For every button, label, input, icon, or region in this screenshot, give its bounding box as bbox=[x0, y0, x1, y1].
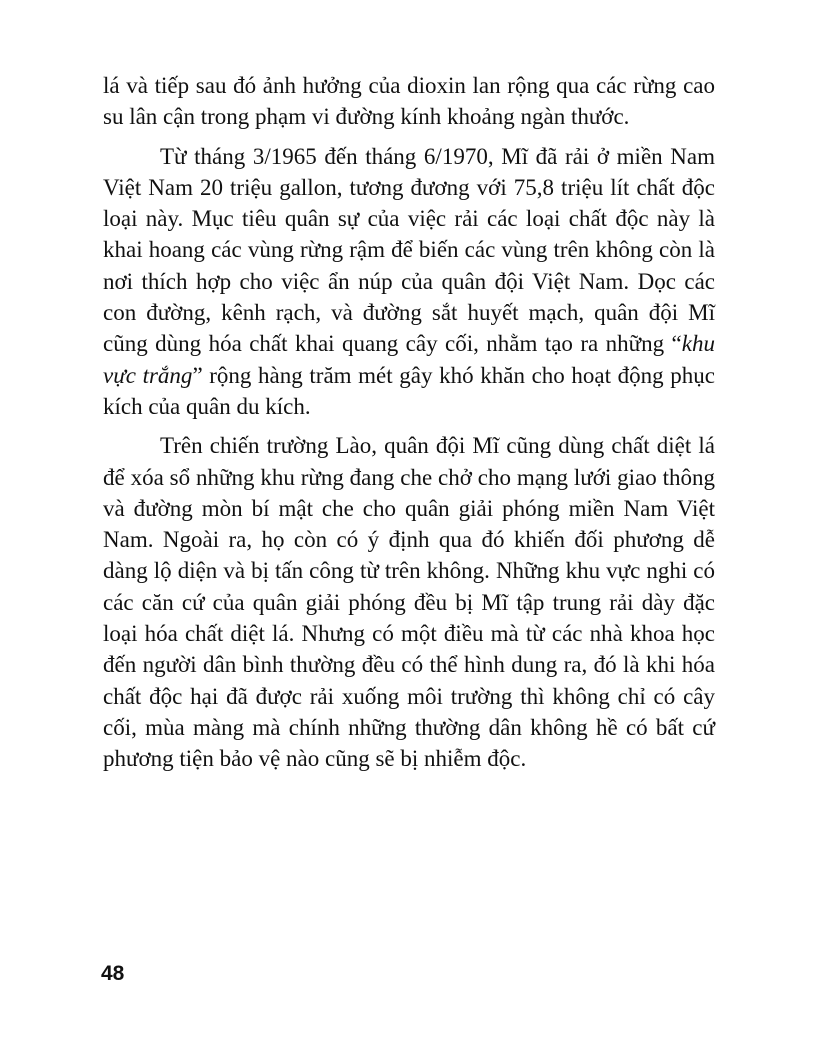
paragraph-1 bbox=[103, 70, 715, 133]
paragraph-2-italic-term: khu vực trắng bbox=[103, 331, 715, 388]
paragraph-2-text: Từ tháng 3/1965 đến tháng 6/1970, Mĩ đã rải ở miền Nam Việt Nam 20 triệu gallon, tương đương với 75,8 triệu lít chất độc loại này. Mục tiêu quân sự của việc rải các loại chất độc này là khai hoang các vùng rừng rậm để biến các vùng trên không còn là nơi thích hợp cho việc ẩn núp của quân đội Việt Nam. Dọc các con đường, kênh rạch, và đường sắt huyết mạch, quân đội Mĩ cũng dùng hóa chất khai quang cây cối, nhằm tạo ra những “ bbox=[103, 143, 715, 357]
paragraph-2 bbox=[103, 141, 715, 423]
paragraph-3-text: Trên chiến trường Lào, quân đội Mĩ cũng dùng chất diệt lá để xóa sổ những khu rừng đang che chở cho mạng lưới giao thông và đường mòn bí mật che cho quân giải phóng miền Nam Việt Nam. Ngoài ra, họ còn có ý định qua đó khiến đối phương dễ dàng lộ diện và bị tấn công từ trên không. Những khu vực nghi có các căn cứ của quân giải phóng đều bị Mĩ tập trung rải dày đặc loại hóa chất diệt lá. Nhưng có một điều mà từ các nhà khoa học đến người dân bình thường đều có thể hình dung ra, đó là khi hóa chất độc hại đã được rải xuống môi trường thì không chỉ có cây cối, mùa màng mà chính những thường dân không hề có bất cứ phương tiện bảo vệ nào cũng sẽ bị nhiễm độc. bbox=[103, 433, 715, 772]
page-number: 48 bbox=[101, 962, 125, 985]
paragraph-1-text: lá và tiếp sau đó ảnh hưởng của dioxin lan rộng qua các rừng cao su lân cận trong phạm vi đường kính khoảng ngàn thước. bbox=[103, 73, 715, 130]
paragraph-2-text-end: ” rộng hàng trăm mét gây khó khăn cho hoạt động phục kích của quân du kích. bbox=[103, 362, 715, 419]
body-text bbox=[103, 70, 715, 775]
paragraph-3 bbox=[103, 430, 715, 774]
